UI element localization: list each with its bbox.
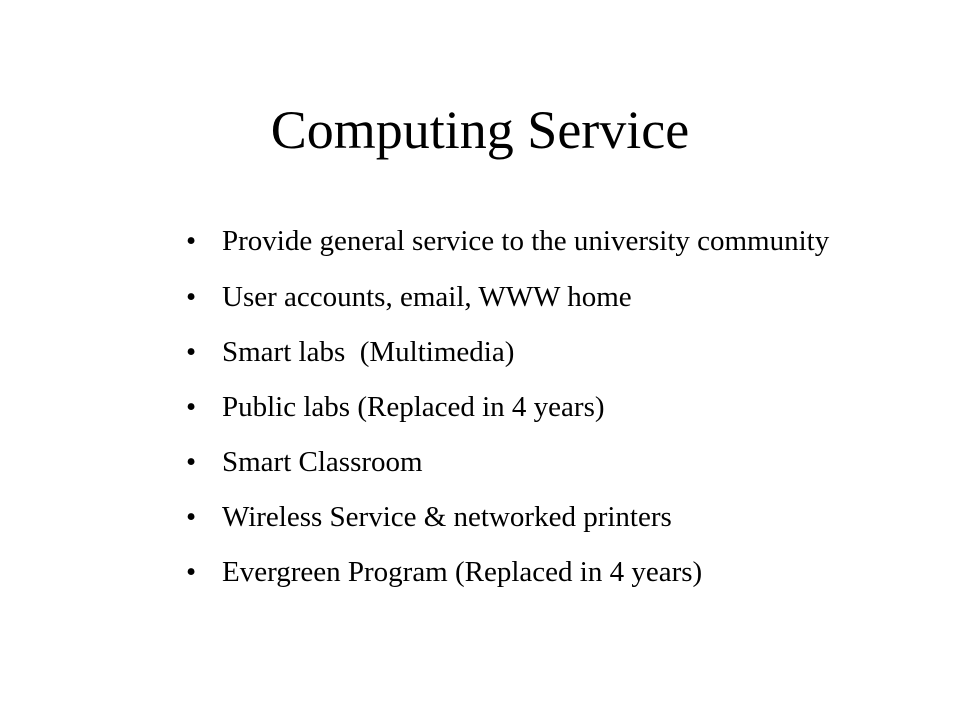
bullet-item (186, 222, 886, 260)
bullet-item (186, 443, 886, 481)
bullet-text: Smart Classroom (222, 446, 423, 478)
bullet-icon: • (186, 501, 197, 533)
bullet-item (186, 278, 886, 316)
bullet-text: Smart labs (Multimedia) (222, 336, 515, 368)
bullet-item (186, 553, 886, 591)
bullet-text: Evergreen Program (Replaced in 4 years) (222, 556, 703, 588)
bullet-item (186, 388, 886, 426)
bullet-icon: • (186, 391, 197, 423)
bullet-icon: • (186, 225, 197, 257)
bullet-icon: • (186, 336, 197, 368)
bullet-text: User accounts, email, WWW home (222, 281, 632, 313)
bullet-list (186, 222, 886, 607)
bullet-item (186, 333, 886, 371)
bullet-text: Public labs (Replaced in 4 years) (222, 391, 605, 423)
bullet-icon: • (186, 281, 197, 313)
bullet-text: Provide general service to the university community (222, 225, 830, 257)
bullet-item (186, 498, 886, 536)
bullet-icon: • (186, 556, 197, 588)
slide-title: Computing Service (270, 100, 690, 160)
bullet-text: Wireless Service & networked printers (222, 501, 672, 533)
bullet-icon: • (186, 446, 197, 478)
